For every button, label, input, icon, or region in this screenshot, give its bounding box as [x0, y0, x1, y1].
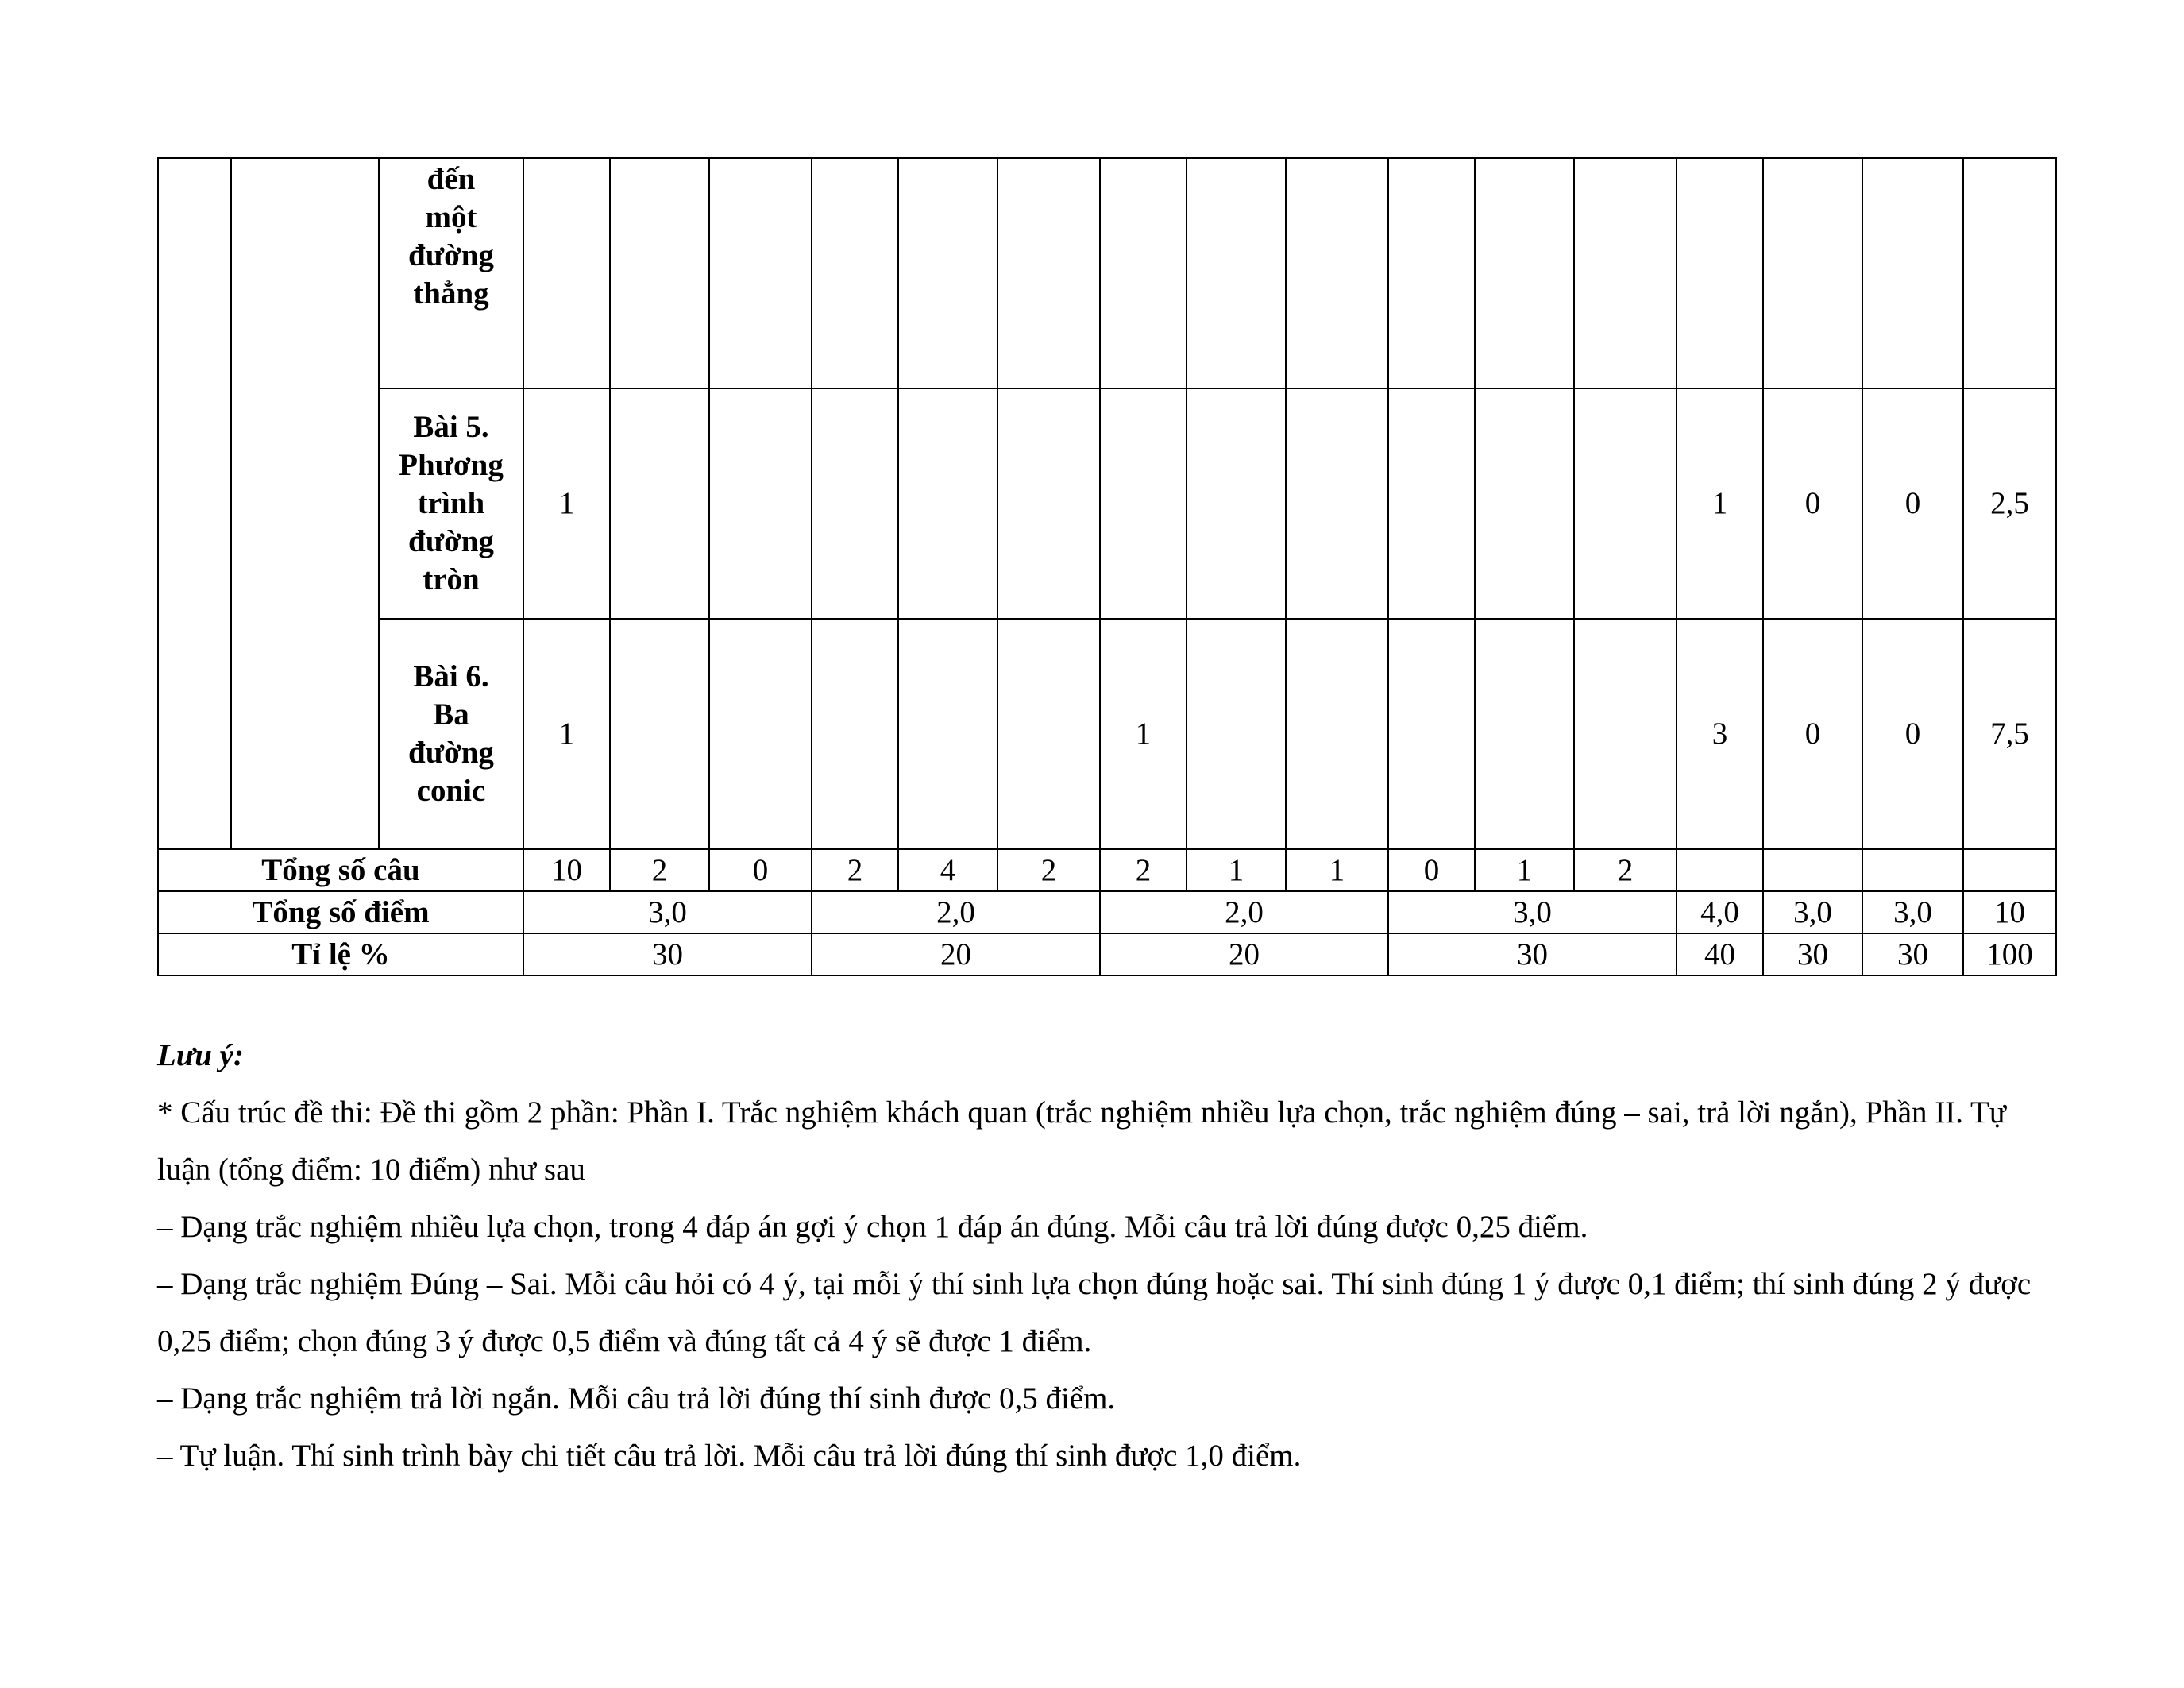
count-cell [709, 158, 812, 388]
percentage-row [158, 933, 2056, 975]
count-cell: 1 [1187, 849, 1286, 891]
count-cell [1475, 158, 1574, 388]
total-cell: 0 [1862, 388, 1963, 619]
total-cell: 3,0 [1763, 891, 1862, 933]
total-cell [1677, 158, 1763, 388]
table-row [158, 619, 2056, 849]
count-cell: 2 [1574, 849, 1677, 891]
total-cell [1763, 849, 1862, 891]
count-cell [812, 158, 898, 388]
count-cell: 1 [1286, 849, 1388, 891]
count-cell: 1 [523, 619, 610, 849]
count-cell [1187, 158, 1286, 388]
count-cell [1286, 158, 1388, 388]
total-cell: 3 [1677, 619, 1763, 849]
total-cell: 0 [1763, 388, 1862, 619]
notes-line: – Tự luận. Thí sinh trình bày chi tiết câu trả lời. Mỗi câu trả lời đúng thí sinh được 1,0 điểm. [157, 1439, 1302, 1473]
total-cell [1763, 158, 1862, 388]
count-cell [898, 388, 997, 619]
total-cell: 4,0 [1677, 891, 1763, 933]
count-cell [709, 388, 812, 619]
count-cell [1388, 619, 1475, 849]
group-percent-cell: 30 [1388, 933, 1677, 975]
count-cell [1100, 158, 1187, 388]
count-cell [997, 619, 1100, 849]
group-score-cell: 3,0 [1388, 891, 1677, 933]
notes-line: – Dạng trắc nghiệm nhiều lựa chọn, trong 4 đáp án gợi ý chọn 1 đáp án đúng. Mỗi câu trả lời đúng được 0,25 điểm. [157, 1210, 1588, 1244]
score-cell: 100 [1963, 933, 2056, 975]
total-questions-row [158, 849, 2056, 891]
count-cell [1574, 388, 1677, 619]
exam-matrix-table [157, 157, 2057, 976]
count-cell [997, 388, 1100, 619]
count-cell [610, 388, 709, 619]
count-cell [1475, 619, 1574, 849]
count-cell [812, 388, 898, 619]
count-cell: 0 [1388, 849, 1475, 891]
group-percent-cell: 20 [812, 933, 1100, 975]
count-cell [1187, 388, 1286, 619]
count-cell: 1 [1100, 619, 1187, 849]
count-cell [898, 158, 997, 388]
group-score-cell: 2,0 [812, 891, 1100, 933]
count-cell: 2 [997, 849, 1100, 891]
count-cell [812, 619, 898, 849]
table-row [158, 158, 2056, 388]
score-cell [1963, 849, 2056, 891]
count-cell: 2 [610, 849, 709, 891]
count-cell [1574, 619, 1677, 849]
count-cell [1187, 619, 1286, 849]
total-cell [1677, 849, 1763, 891]
total-cell: 1 [1677, 388, 1763, 619]
table-row [158, 388, 2056, 619]
topic-cell: Bài 5. Phương trình đường tròn [379, 388, 523, 619]
notes-title: Lưu ý: [157, 1038, 244, 1072]
notes-section [157, 1027, 2063, 1485]
group-percent-cell: 30 [523, 933, 812, 975]
count-cell: 4 [898, 849, 997, 891]
count-cell [709, 619, 812, 849]
chapter-number-cell [158, 158, 231, 849]
score-cell: 7,5 [1963, 619, 2056, 849]
count-cell: 0 [709, 849, 812, 891]
count-cell: 2 [812, 849, 898, 891]
count-cell [1100, 388, 1187, 619]
total-questions-label: Tổng số câu [158, 849, 523, 891]
total-cell: 30 [1763, 933, 1862, 975]
count-cell [610, 619, 709, 849]
group-score-cell: 3,0 [523, 891, 812, 933]
total-cell [1862, 158, 1963, 388]
count-cell: 1 [1475, 849, 1574, 891]
count-cell [1286, 388, 1388, 619]
topic-cell: đến một đường thẳng [379, 158, 523, 388]
total-cell: 3,0 [1862, 891, 1963, 933]
count-cell: 10 [523, 849, 610, 891]
count-cell [1388, 158, 1475, 388]
count-cell: 2 [1100, 849, 1187, 891]
score-cell [1963, 158, 2056, 388]
chapter-name-cell [231, 158, 379, 849]
total-cell: 0 [1862, 619, 1963, 849]
count-cell [523, 158, 610, 388]
count-cell [1388, 388, 1475, 619]
topic-cell: Bài 6. Ba đường conic [379, 619, 523, 849]
group-score-cell: 2,0 [1100, 891, 1388, 933]
count-cell [997, 158, 1100, 388]
score-cell: 10 [1963, 891, 2056, 933]
total-cell [1862, 849, 1963, 891]
score-cell: 2,5 [1963, 388, 2056, 619]
count-cell [1574, 158, 1677, 388]
total-cell: 40 [1677, 933, 1763, 975]
percentage-label: Tỉ lệ % [158, 933, 523, 975]
count-cell [610, 158, 709, 388]
count-cell [1475, 388, 1574, 619]
notes-line: * Cấu trúc đề thi: Đề thi gồm 2 phần: Phần I. Trắc nghiệm khách quan (trắc nghiệm nhiều lựa chọn, trắc nghiệm đúng – sai, trả lời ngắn), Phần II. Tự luận (tổng điểm: 10 điểm) như sau [157, 1095, 2007, 1187]
notes-line: – Dạng trắc nghiệm trả lời ngắn. Mỗi câu trả lời đúng thí sinh được 0,5 điểm. [157, 1381, 1116, 1416]
count-cell [1286, 619, 1388, 849]
count-cell [898, 619, 997, 849]
count-cell: 1 [523, 388, 610, 619]
total-score-label: Tổng số điểm [158, 891, 523, 933]
total-cell: 0 [1763, 619, 1862, 849]
group-percent-cell: 20 [1100, 933, 1388, 975]
notes-line: – Dạng trắc nghiệm Đúng – Sai. Mỗi câu hỏi có 4 ý, tại mỗi ý thí sinh lựa chọn đúng hoặc sai. Thí sinh đúng 1 ý được 0,1 điểm; thí sinh đúng 2 ý được 0,25 điểm; chọn đúng 3 ý được 0,5 điểm và đúng tất cả 4 ý sẽ được 1 điểm. [157, 1267, 2032, 1358]
total-score-row [158, 891, 2056, 933]
total-cell: 30 [1862, 933, 1963, 975]
